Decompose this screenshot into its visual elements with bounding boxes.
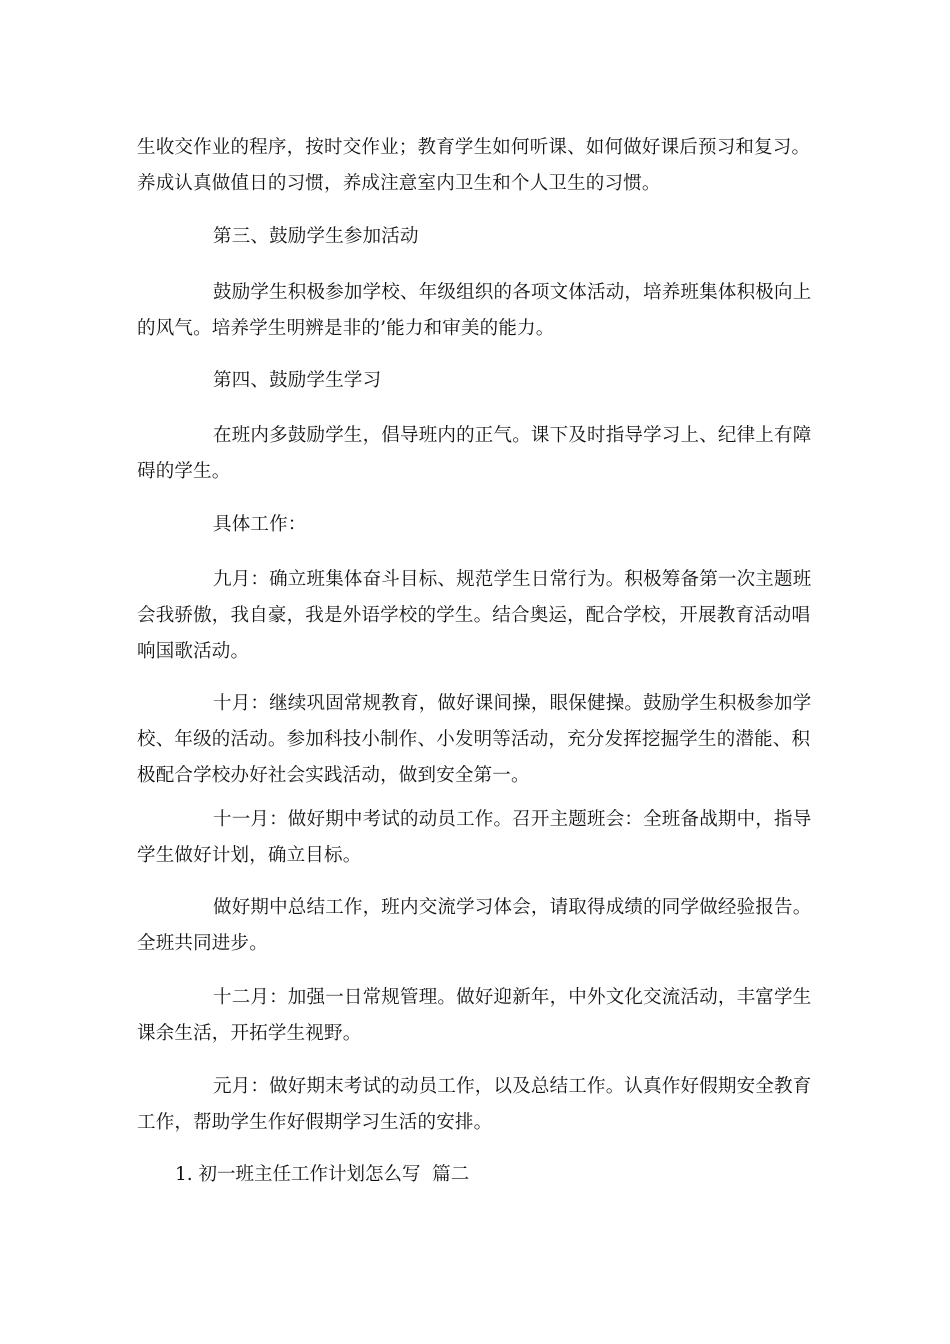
paragraph-homework-habits: 生收交作业的程序，按时交作业；教育学生如何听课、如何做好课后预习和复习。养成认真做值日的习惯，养成注意室内卫生和个人卫生的习惯。 xyxy=(137,137,811,194)
paragraph-october: 十月：继续巩固常规教育，做好课间操，眼保健操。鼓励学生积极参加学校、年级的活动。参加科技小制作、小发明等活动，充分发挥挖掘学生的潜能、积极配合学校办好社会实践活动，做到安全第一。 xyxy=(137,693,812,786)
paragraph-november: 十一月：做好期中考试的动员工作。召开主题班会：全班备战期中，指导学生做好计划，确立目标。 xyxy=(137,809,812,866)
paragraph-encourage-activities: 鼓励学生积极参加学校、年级组织的各项文体活动，培养班集体积极向上的风气。培养学生明辨是非的’能力和审美的能力。 xyxy=(137,282,812,339)
heading-third-activities: 第三、鼓励学生参加活动 xyxy=(213,226,419,247)
heading-fourth-study: 第四、鼓励学生学习 xyxy=(213,370,382,391)
paragraph-midterm-summary: 做好期中总结工作，班内交流学习体会，请取得成绩的同学做经验报告。全班共同进步。 xyxy=(137,897,812,954)
paragraph-september: 九月：确立班集体奋斗目标、规范学生日常行为。积极筹备第一次主题班会我骄傲，我自豪，我是外语学校的学生。结合奥运，配合学校，开展教育活动唱响国歌活动。 xyxy=(137,569,812,662)
paragraph-december: 十二月：加强一日常规管理。做好迎新年，中外文化交流活动，丰富学生课余生活，开拓学生视野。 xyxy=(137,987,812,1044)
heading-specific-work: 具体工作： xyxy=(213,514,307,535)
paragraph-encourage-study: 在班内多鼓励学生，倡导班内的正气。课下及时指导学习上、纪律上有障碍的学生。 xyxy=(137,425,812,482)
section-heading-part-two: 1. 初一班主任工作计划怎么写 篇二 xyxy=(175,1164,470,1185)
paragraph-january: 元月：做好期末考试的动员工作，以及总结工作。认真作好假期安全教育工作，帮助学生作好假期学习生活的安排。 xyxy=(137,1076,812,1133)
